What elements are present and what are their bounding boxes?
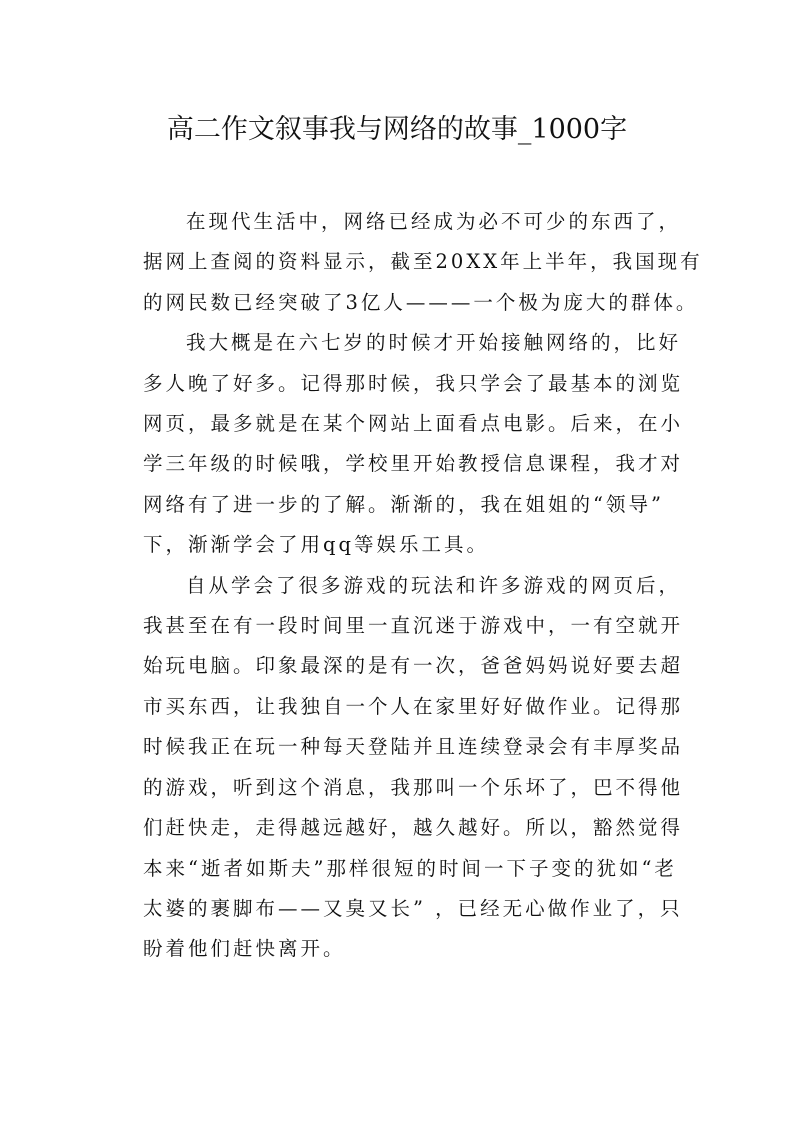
text-line: 们赶快走，走得越远越好，越久越好。所以，豁然觉得 — [143, 816, 684, 840]
text-line: 据网上查阅的资料显示，截至20XX年上半年，我国现有 — [143, 250, 703, 274]
paragraph-3 — [143, 566, 684, 970]
text-line: 下，渐渐学会了用qq等娱乐工具。 — [143, 533, 489, 557]
text-line: 网络有了进一步的了解。渐渐的，我在姐姐的“领导” — [143, 492, 664, 516]
text-line: 时候我正在玩一种每天登陆并且连续登录会有丰厚奖品 — [143, 735, 684, 759]
text-line: 在现代生活中，网络已经成为必不可少的东西了， — [186, 210, 682, 233]
text-line: 盼着他们赶快离开。 — [143, 937, 346, 961]
paragraph-1 — [143, 202, 703, 323]
text-line: 本来“逝者如斯夫”那样很短的时间一下子变的犹如“老 — [143, 856, 677, 880]
document-title: 高二作文叙事我与网络的故事_1000字 — [166, 114, 628, 145]
text-line: 的网民数已经突破了3亿人———一个极为庞大的群体。 — [143, 290, 699, 314]
text-line: 市买东西，让我独自一个人在家里好好做作业。记得那 — [143, 694, 684, 718]
document-body — [143, 202, 703, 970]
text-line: 自从学会了很多游戏的玩法和许多游戏的网页后， — [186, 573, 682, 597]
text-line: 学三年级的时候哦，学校里开始教授信息课程，我才对 — [143, 452, 684, 476]
text-line: 我甚至在有一段时间里一直沉迷于游戏中，一有空就开 — [143, 614, 684, 638]
text-line: 我大概是在六七岁的时候才开始接触网络的，比好 — [186, 331, 682, 355]
paragraph-2 — [143, 323, 684, 565]
text-line: 太婆的裹脚布——又臭又长” ，已经无心做作业了，只 — [143, 896, 683, 920]
text-line: 多人晚了好多。记得那时候，我只学会了最基本的浏览 — [143, 371, 684, 395]
text-line: 的游戏，听到这个消息，我那叫一个乐坏了，巴不得他 — [143, 775, 684, 799]
text-line: 网页，最多就是在某个网站上面看点电影。后来，在小 — [143, 412, 684, 436]
text-line: 始玩电脑。印象最深的是有一次，爸爸妈妈说好要去超 — [143, 654, 684, 678]
